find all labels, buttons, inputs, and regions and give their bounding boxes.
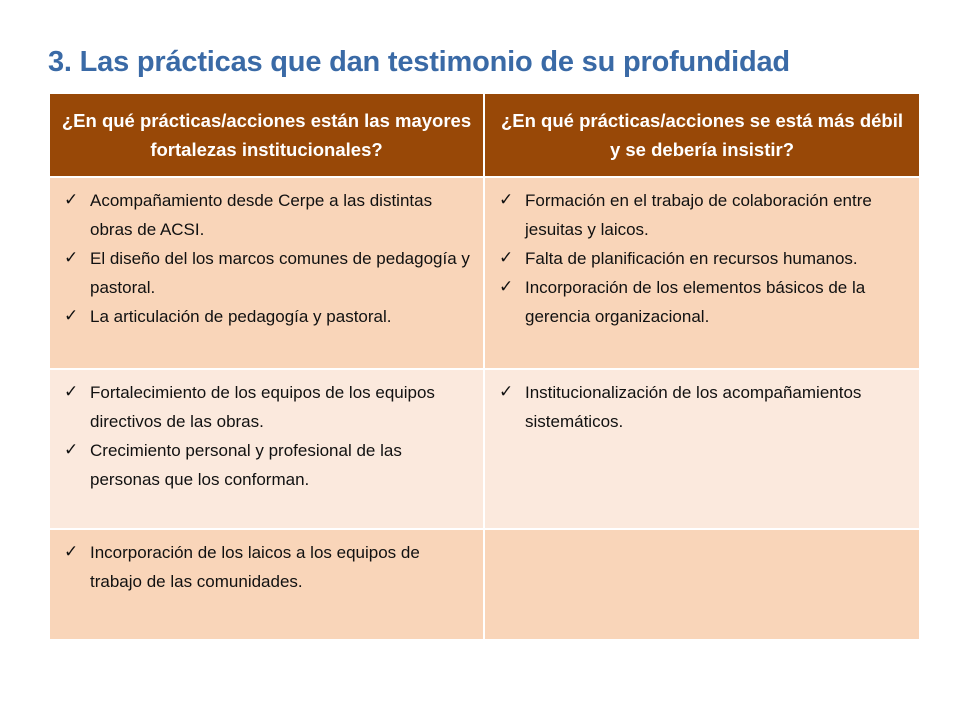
table-row: [49, 369, 920, 529]
list-item: [64, 436, 475, 494]
check-icon: ✓: [64, 382, 79, 402]
list-item: [64, 244, 475, 302]
check-icon: ✓: [64, 248, 79, 268]
list-item: [499, 378, 911, 436]
strengths-cell: [49, 369, 484, 529]
list-item: [64, 302, 475, 331]
practices-table: [48, 92, 921, 641]
empty-cell: [484, 529, 920, 640]
list-item: [499, 186, 911, 244]
check-icon: ✓: [64, 306, 79, 326]
header-strengths: ¿En qué prácticas/acciones están las mayores fortalezas institucionales?: [49, 93, 484, 177]
check-icon: ✓: [64, 542, 79, 562]
check-icon: ✓: [499, 248, 514, 268]
weaknesses-cell: [484, 369, 920, 529]
weaknesses-list: [499, 378, 911, 436]
list-item: [64, 538, 475, 596]
check-icon: ✓: [499, 382, 514, 402]
list-item-text: Incorporación de los elementos básicos de la gerencia organizacional.: [525, 278, 866, 326]
table-row: [49, 177, 920, 369]
header-weaknesses: ¿En qué prácticas/acciones se está más débil y se debería insistir?: [484, 93, 920, 177]
list-item-text: Acompañamiento desde Cerpe a las distintas obras de ACSI.: [90, 191, 433, 239]
list-item: [64, 378, 475, 436]
strengths-list: [64, 538, 475, 596]
check-icon: ✓: [499, 190, 514, 210]
list-item-text: Fortalecimiento de los equipos de los equipos directivos de las obras.: [90, 383, 435, 431]
weaknesses-list: [499, 186, 911, 331]
check-icon: ✓: [64, 190, 79, 210]
strengths-cell: [49, 177, 484, 369]
slide-title: 3. Las prácticas que dan testimonio de su profundidad: [48, 46, 790, 78]
list-item-text: La articulación de pedagogía y pastoral.: [90, 307, 392, 326]
check-icon: ✓: [499, 277, 514, 297]
list-item: [64, 186, 475, 244]
list-item-text: Crecimiento personal y profesional de las personas que los conforman.: [90, 441, 402, 489]
table-header-row: [49, 93, 920, 177]
strengths-list: [64, 378, 475, 494]
weaknesses-cell: [484, 177, 920, 369]
list-item-text: Institucionalización de los acompañamientos sistemáticos.: [525, 383, 862, 431]
list-item-text: Formación en el trabajo de colaboración entre jesuitas y laicos.: [525, 191, 872, 239]
check-icon: ✓: [64, 440, 79, 460]
list-item-text: El diseño del los marcos comunes de pedagogía y pastoral.: [90, 249, 470, 297]
strengths-cell: [49, 529, 484, 640]
list-item-text: Incorporación de los laicos a los equipos de trabajo de las comunidades.: [90, 543, 420, 591]
strengths-list: [64, 186, 475, 331]
list-item: [499, 273, 911, 331]
list-item: [499, 244, 911, 273]
table-row: [49, 529, 920, 640]
list-item-text: Falta de planificación en recursos humanos.: [525, 249, 858, 268]
